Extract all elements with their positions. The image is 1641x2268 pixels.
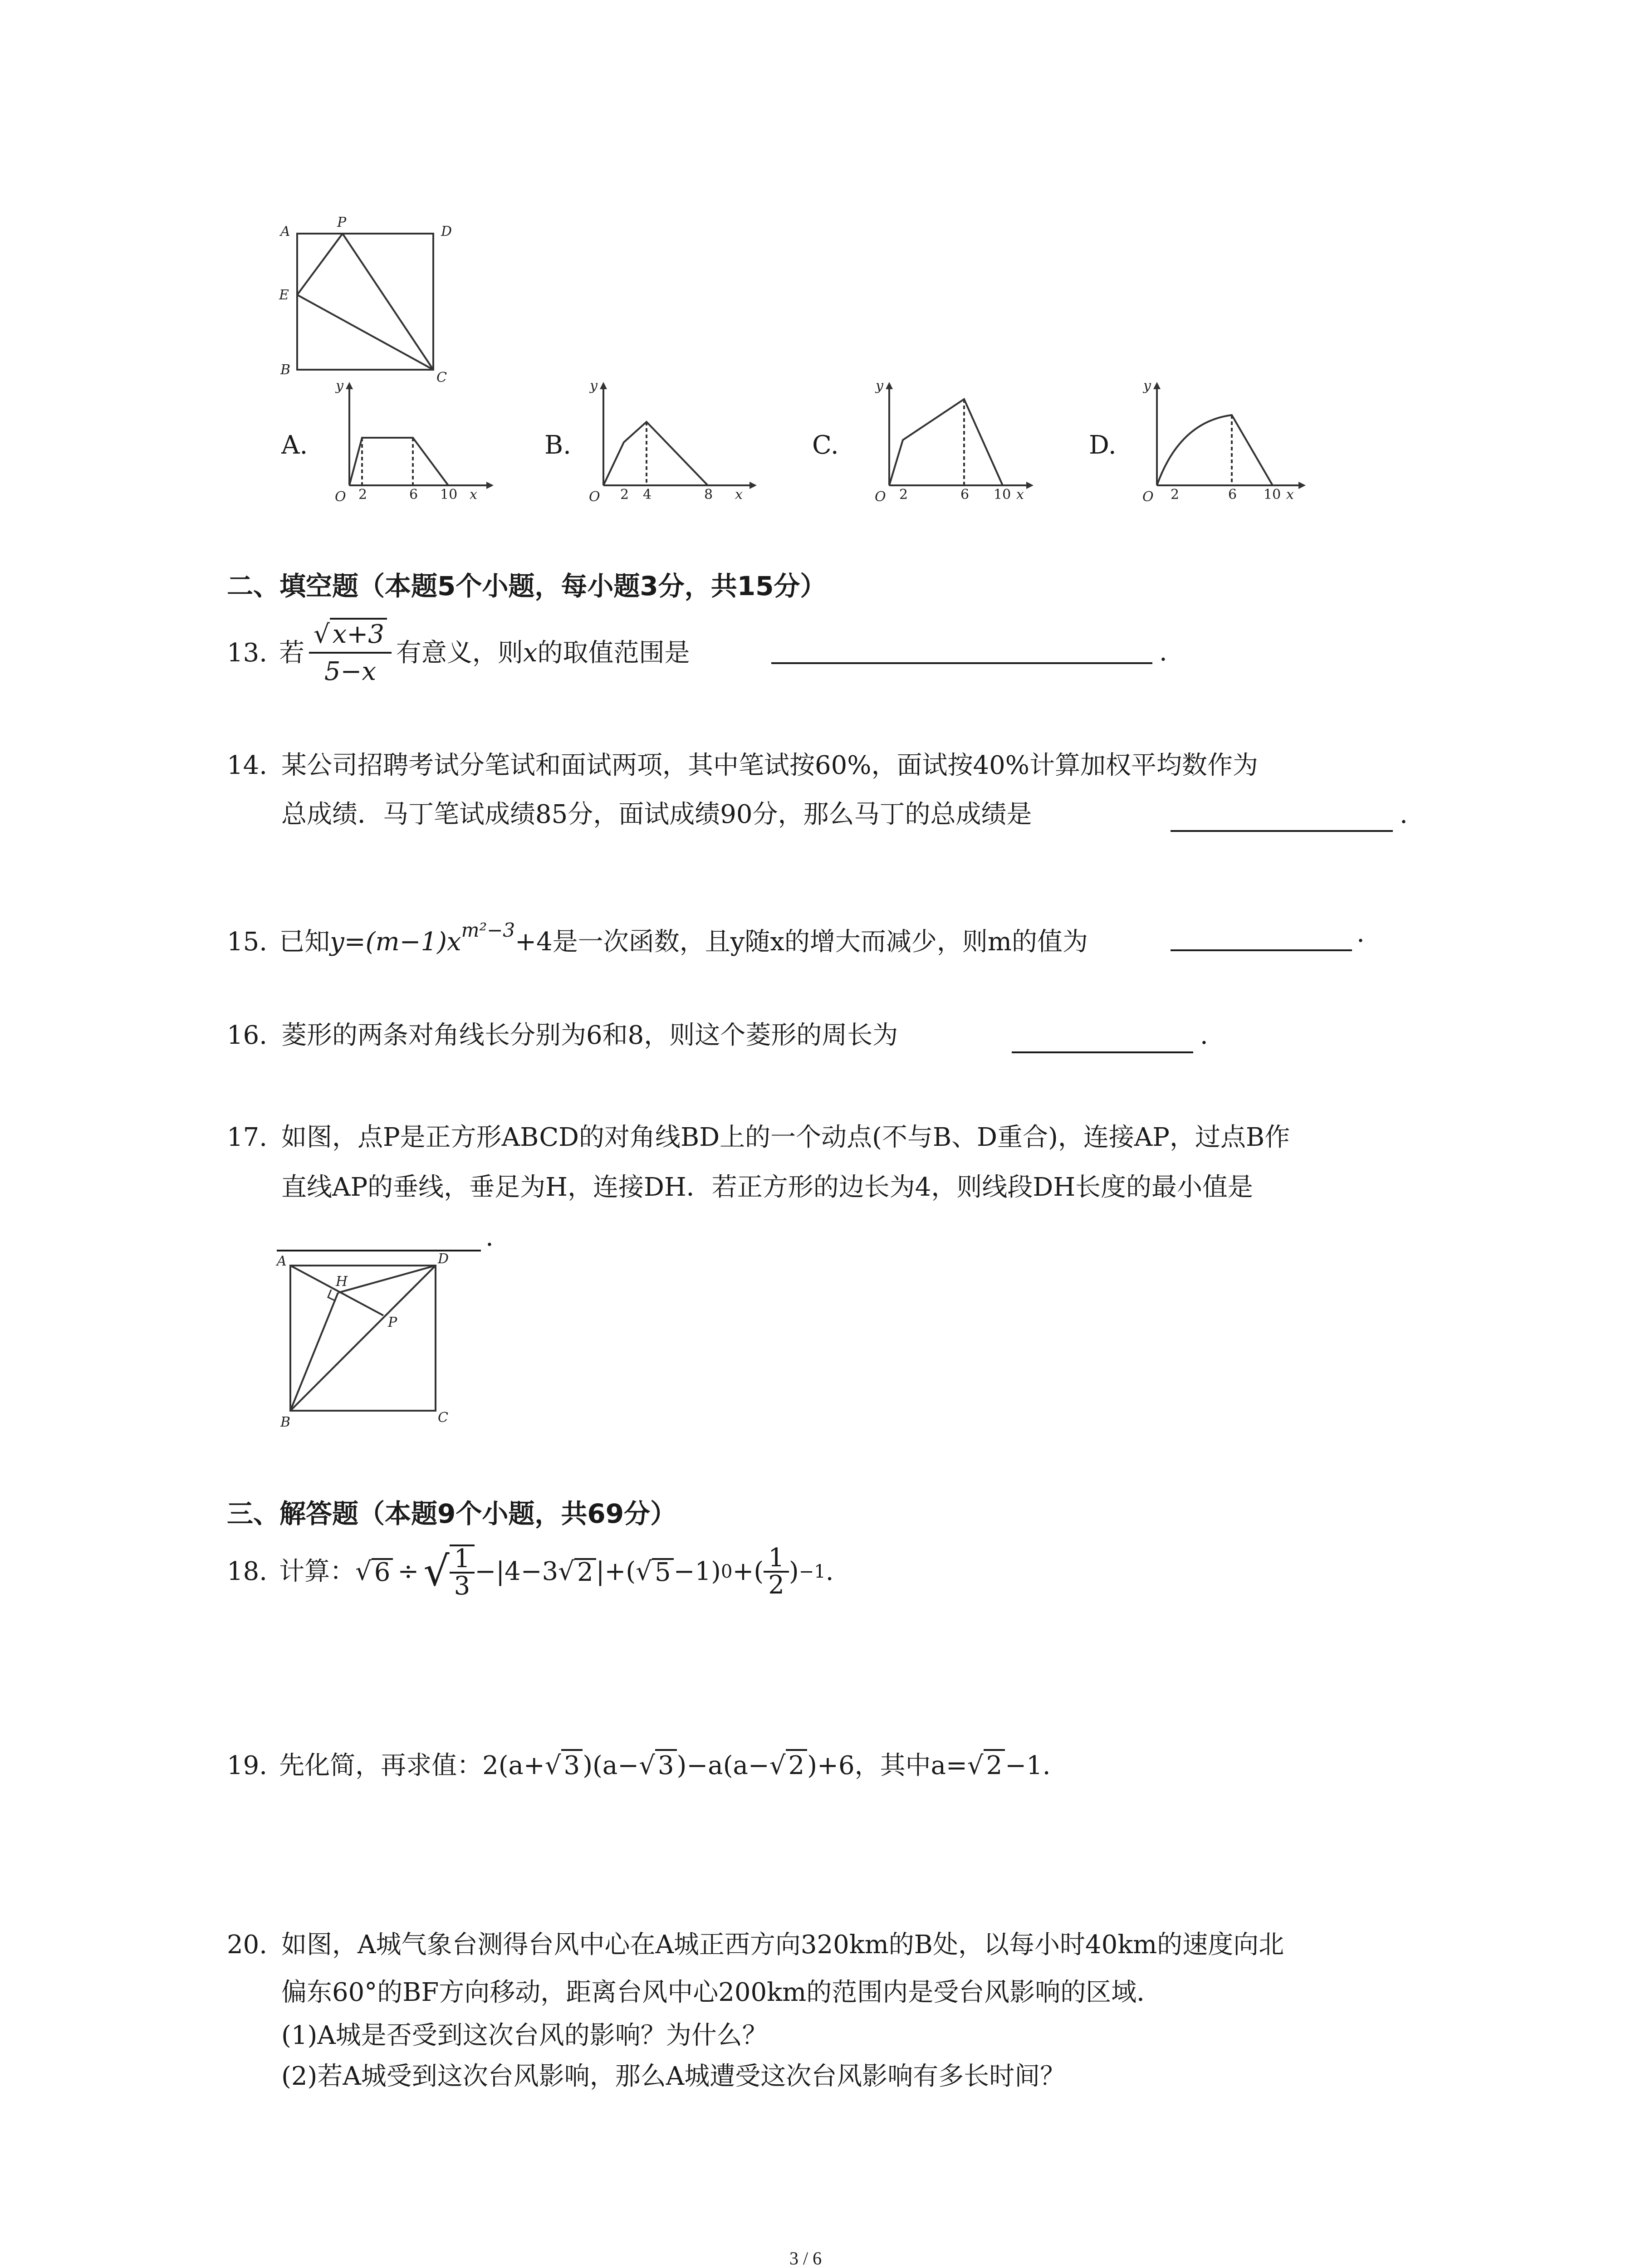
q19-root-1: 3 <box>561 1749 583 1780</box>
q12-option-a[interactable] <box>281 372 508 508</box>
q13-sqrt-sign: √ <box>314 620 330 649</box>
q18-frac-denominator: 3 <box>454 1571 470 1601</box>
q18-number: 18. <box>227 1557 268 1586</box>
q17-label-A: A <box>277 1253 287 1269</box>
q15-equation-rhs: +4 <box>515 927 553 957</box>
q19-root-4: 2 <box>984 1749 1005 1780</box>
q19-sqrt-sign-3: √ <box>769 1751 786 1780</box>
q17-end: . <box>485 1222 494 1252</box>
q16-end: . <box>1200 1021 1208 1050</box>
page-number: 3 / 6 <box>789 2248 822 2268</box>
q20-line-2: 偏东60°的BF方向移动，距离台风中心200km的范围内是受台风影响的区域． <box>281 1978 1162 2007</box>
q18-exp-zero: 0 <box>720 1561 733 1582</box>
q17-label-C: C <box>438 1410 448 1426</box>
q12-option-c-tick-1: 2 <box>899 487 908 503</box>
q13-prefix: 若 <box>279 638 305 668</box>
q15-answer-blank[interactable] <box>1171 949 1352 951</box>
q17-line-1: 如图，点P是正方形ABCD的对角线BD上的一个动点(不与B、D重合)，连接AP，过点B作 <box>281 1123 1290 1152</box>
q12-option-d-origin: O <box>1142 489 1154 505</box>
q16-text: 菱形的两条对角线长分别为6和8，则这个菱形的周长为 <box>281 1021 898 1050</box>
q17-line-2: 直线AP的垂线，垂足为H，连接DH．若正方形的边长为4，则线段DH长度的最小值是 <box>281 1173 1254 1202</box>
q12-option-b-tick-3: 8 <box>704 487 713 503</box>
q19-part-1: 先化简，再求值：2(a+ <box>279 1751 545 1780</box>
q18-question <box>227 1529 834 1615</box>
q19-number: 19. <box>227 1751 268 1780</box>
q12-option-d-tick-1: 2 <box>1171 487 1180 503</box>
q18-part-2: −|4−3 <box>475 1557 558 1586</box>
q14-end: . <box>1400 800 1408 829</box>
q19-sqrt-sign-4: √ <box>967 1751 984 1780</box>
q12-label-E: E <box>279 287 289 303</box>
q14-answer-blank[interactable] <box>1171 830 1393 832</box>
q20-line-1: 如图，A城气象台测得台风中心在A城正西方向320km的B处，以每小时40km的速度向北 <box>281 1930 1284 1960</box>
q20-line-4: (2)若A城受到这次台风影响，那么A城遭受这次台风影响有多长时间？ <box>281 2062 1066 2091</box>
q12-option-d-x: x <box>1286 487 1294 503</box>
q20-number: 20. <box>227 1930 268 1960</box>
q12-option-b-tick-2: 4 <box>643 487 652 503</box>
q19-part-4: )+6，其中a= <box>807 1751 967 1780</box>
q12-option-a-label: A. <box>281 430 308 460</box>
q18-sqrt2: 2 <box>574 1558 596 1585</box>
q16-number: 16. <box>227 1021 268 1050</box>
q12-option-b-label: B. <box>544 430 571 460</box>
q12-label-A: A <box>280 224 290 240</box>
q13-end: . <box>1159 637 1167 667</box>
q15-exponent: m²−3 <box>461 919 515 941</box>
q12-option-a-origin: O <box>335 489 346 505</box>
q15-equation-lhs: y=(m−1)x <box>330 927 461 957</box>
q19-root-2: 3 <box>655 1749 677 1780</box>
q13-question <box>227 608 690 699</box>
q12-option-c-tick-2: 6 <box>960 487 970 503</box>
q19-part-5: −1. <box>1005 1751 1051 1780</box>
q18-part-5: +( <box>732 1557 764 1586</box>
q18-divide: ÷ <box>397 1557 419 1586</box>
q12-option-c-tick-3: 10 <box>994 487 1011 503</box>
q12-label-P: P <box>337 215 347 230</box>
q12-option-c-origin: O <box>875 489 886 505</box>
section-3-title: 三、解答题（本题9个小题，共69分） <box>227 1498 677 1529</box>
q19-part-2: )(a− <box>583 1751 639 1780</box>
q18-part-3: |+( <box>596 1557 636 1586</box>
q12-option-b-tick-1: 2 <box>620 487 629 503</box>
section-2-title: 二、填空题（本题5个小题，每小题3分，共15分） <box>227 571 827 601</box>
q18-sqrt-sign-2: √ <box>423 1548 450 1595</box>
q12-option-d-y: y <box>1143 378 1151 394</box>
q12-option-d-tick-3: 10 <box>1264 487 1281 503</box>
q14-line-1: 某公司招聘考试分笔试和面试两项，其中笔试按60%，面试按40%计算加权平均数作为 <box>281 751 1258 780</box>
q19-sqrt-sign-2: √ <box>639 1751 655 1780</box>
q19-question <box>227 1753 1051 1779</box>
q20-line-3: (1)A城是否受到这次台风的影响？为什么？ <box>281 2021 768 2050</box>
q17-label-D: D <box>438 1251 449 1267</box>
q12-option-d[interactable] <box>1089 372 1325 508</box>
q12-option-c[interactable] <box>812 372 1048 508</box>
q12-option-d-tick-2: 6 <box>1228 487 1237 503</box>
q12-option-b-origin: O <box>589 489 600 505</box>
q12-option-c-label: C. <box>812 430 839 460</box>
q15-question <box>227 921 1088 955</box>
q19-sqrt-sign-1: √ <box>544 1751 561 1780</box>
q18-part-4: −1) <box>673 1557 721 1586</box>
q15-suffix: 是一次函数，且y随x的增大而减少，则m的值为 <box>552 927 1088 957</box>
q12-option-d-label: D. <box>1089 430 1117 460</box>
q15-end: . <box>1357 919 1365 948</box>
q19-part-3: )−a(a− <box>676 1751 769 1780</box>
q13-fraction <box>309 622 392 684</box>
q13-frac-denominator: 5−x <box>324 657 377 686</box>
q12-label-C: C <box>436 370 447 386</box>
q12-option-a-tick-3: 10 <box>440 487 458 503</box>
q18-half-denominator: 2 <box>768 1570 784 1600</box>
q12-option-a-y: y <box>336 378 343 394</box>
q18-part-6: ) <box>789 1557 799 1586</box>
q19-root-3: 2 <box>786 1749 808 1780</box>
q14-number: 14. <box>227 751 268 780</box>
q18-sqrt-sign-1: √ <box>355 1557 372 1586</box>
q17-number: 17. <box>227 1123 268 1152</box>
q14-line-2: 总成绩．马丁笔试成绩85分，面试成绩90分，那么马丁的总成绩是 <box>281 800 1032 829</box>
q12-option-b[interactable] <box>544 372 771 508</box>
q13-number: 13. <box>227 638 268 668</box>
q18-sqrt-sign-4: √ <box>636 1557 652 1586</box>
q18-frac-numerator: 1 <box>450 1546 475 1574</box>
q12-option-a-tick-1: 2 <box>358 487 367 503</box>
q17-label-P: P <box>388 1315 397 1330</box>
q18-fraction-third <box>450 1545 475 1599</box>
q12-option-a-x: x <box>470 487 477 503</box>
q13-variable: x <box>523 638 538 668</box>
q12-option-b-y: y <box>590 378 598 394</box>
q18-sqrt-sign-3: √ <box>558 1557 574 1586</box>
q17-figure <box>268 1247 458 1438</box>
q12-option-c-x: x <box>1016 487 1024 503</box>
q18-half-numerator: 1 <box>764 1545 789 1573</box>
q18-sqrt6: 6 <box>372 1558 393 1585</box>
q13-frac-numerator: x+3 <box>330 618 387 649</box>
q12-option-c-y: y <box>876 378 883 394</box>
q18-fraction-half <box>764 1545 789 1598</box>
q15-number: 15. <box>227 927 268 957</box>
q12-label-B: B <box>280 362 291 378</box>
q16-answer-blank[interactable] <box>1012 1051 1193 1053</box>
q12-option-a-tick-2: 6 <box>409 487 418 503</box>
q13-answer-blank[interactable] <box>771 662 1152 664</box>
q18-exp-neg-one: −1 <box>798 1561 826 1582</box>
q18-prefix: 计算： <box>279 1557 356 1586</box>
q15-prefix: 已知 <box>279 927 330 957</box>
q17-label-B: B <box>280 1414 291 1430</box>
q12-label-D: D <box>441 224 452 240</box>
q17-label-H: H <box>336 1274 348 1290</box>
q18-end: . <box>825 1557 834 1586</box>
q13-middle: 有意义，则 <box>396 638 523 668</box>
q12-square-figure <box>272 213 454 386</box>
q18-sqrt5: 5 <box>652 1558 674 1585</box>
q12-option-b-x: x <box>735 487 743 503</box>
q13-suffix: 的取值范围是 <box>537 638 690 668</box>
